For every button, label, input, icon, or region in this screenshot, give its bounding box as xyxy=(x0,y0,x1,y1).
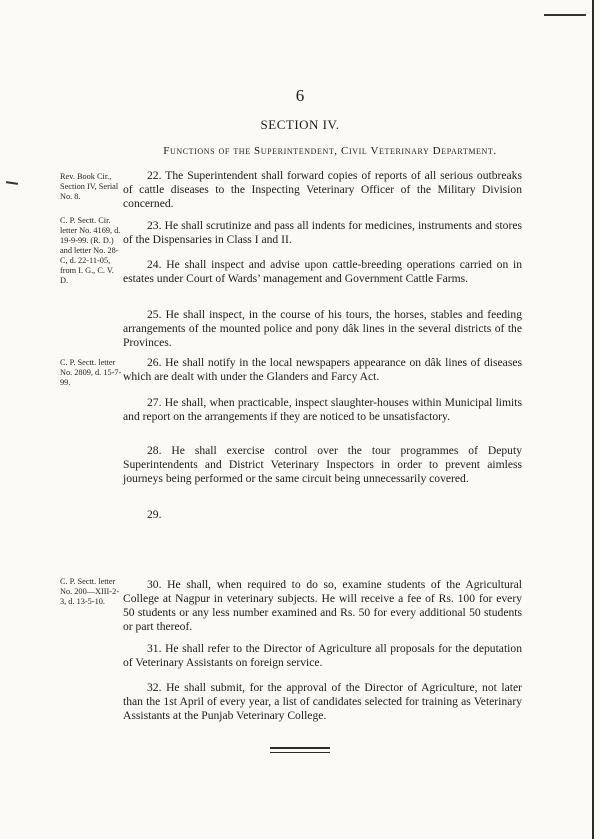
paragraph-number: 27. xyxy=(147,396,162,409)
closing-rule xyxy=(270,747,330,749)
paragraph-number: 30. xyxy=(147,578,162,591)
paragraph-number: 26. xyxy=(147,356,162,369)
paragraph-25 xyxy=(123,308,522,350)
paragraph-27 xyxy=(123,396,522,424)
margin-note: C. P. Sectt. letter No. 200—XIII-2-3, d. 13-5-10. xyxy=(60,577,119,606)
page-number: 6 xyxy=(295,86,305,105)
paragraph-text: He shall inspect, in the course of his tours, the horses, stables and feeding arrangements of the mounted police and pony dâk lines in the several districts of the Provinces. xyxy=(123,308,522,349)
paragraph-22 xyxy=(123,169,522,211)
paragraph-26 xyxy=(123,356,522,384)
margin-note: Rev. Book Cir., Section IV, Serial No. 8. xyxy=(60,172,119,201)
paragraph-number: 28. xyxy=(147,444,162,457)
paragraph-text: The Superintendent shall forward copies of reports of all serious outbreaks of cattle diseases to the Inspecting Veterinary Officer of the Military Division concerned. xyxy=(123,169,522,210)
paragraph-31 xyxy=(123,642,522,670)
paragraph-32 xyxy=(123,681,522,723)
paragraph-text: He shall, when practicable, inspect slaughter-houses within Municipal limits and report on the arrangements if they are noticed to be unsatisfactory. xyxy=(123,396,522,423)
paragraph-30 xyxy=(123,578,522,634)
section-title: SECTION IV. xyxy=(260,117,340,132)
margin-note: C. P. Sectt. Cir. letter No. 4169, d. 19-9-99. (R. D.) and letter No. 28-C, d. 22-11-05, from I. G., C. V. D. xyxy=(60,216,121,285)
paragraph-text: He shall inspect and advise upon cattle-breeding operations carried on in estates under Court of Wards’ management and Government Cattle Farms. xyxy=(123,258,523,285)
paragraph-text: He shall notify in the local newspapers appearance on dâk lines of diseases which are dealt with under the Glanders and Farcy Act. xyxy=(123,356,522,383)
paragraph-number: 22. xyxy=(147,169,162,182)
paragraph-number: 24. xyxy=(147,258,162,271)
paragraph-29 xyxy=(123,508,522,522)
paragraph-text: He shall submit, for the approval of the Director of Agriculture, not later than the 1st April of every year, a list of candidates selected for training as Veterinary Assistants at the Punjab Veterinary College. xyxy=(123,681,522,722)
section-subtitle: Functions of the Superintendent, Civil Veterinary Department. xyxy=(163,145,497,157)
paragraph-text: He shall, when required to do so, examine students of the Agricultural College at Nagpur in veterinary subjects. He will receive a fee of Rs. 100 for every 50 students or any less number examined and Rs. 50 for every additional 50 students or part thereof. xyxy=(123,578,522,633)
paragraph-number: 31. xyxy=(147,642,162,655)
paragraph-23 xyxy=(123,219,522,247)
margin-note: C. P. Sectt. letter No. 2809, d. 15-7-99. xyxy=(60,358,122,387)
paragraph-number: 32. xyxy=(147,681,162,694)
margin-tick xyxy=(6,181,18,184)
closing-rule-thin xyxy=(270,752,330,753)
paragraph-text: He shall scrutinize and pass all indents for medicines, instruments and stores of the Dispensaries in Class I and II. xyxy=(123,219,522,246)
corner-mark xyxy=(544,14,586,16)
paragraph-text: He shall exercise control over the tour programmes of Deputy Superintendents and District Veterinary Inspectors in order to prevent aimless journeys being performed or the same circuit being unnecessarily covered. xyxy=(123,444,523,485)
paragraph-28 xyxy=(123,444,522,486)
paragraph-text: He shall refer to the Director of Agriculture all proposals for the deputation of Veterinary Assistants on foreign service. xyxy=(123,642,522,669)
paragraph-number: 25. xyxy=(147,308,162,321)
paragraph-number: 29. xyxy=(147,508,162,521)
paragraph-24 xyxy=(123,258,522,286)
paragraph-number: 23. xyxy=(147,219,162,232)
